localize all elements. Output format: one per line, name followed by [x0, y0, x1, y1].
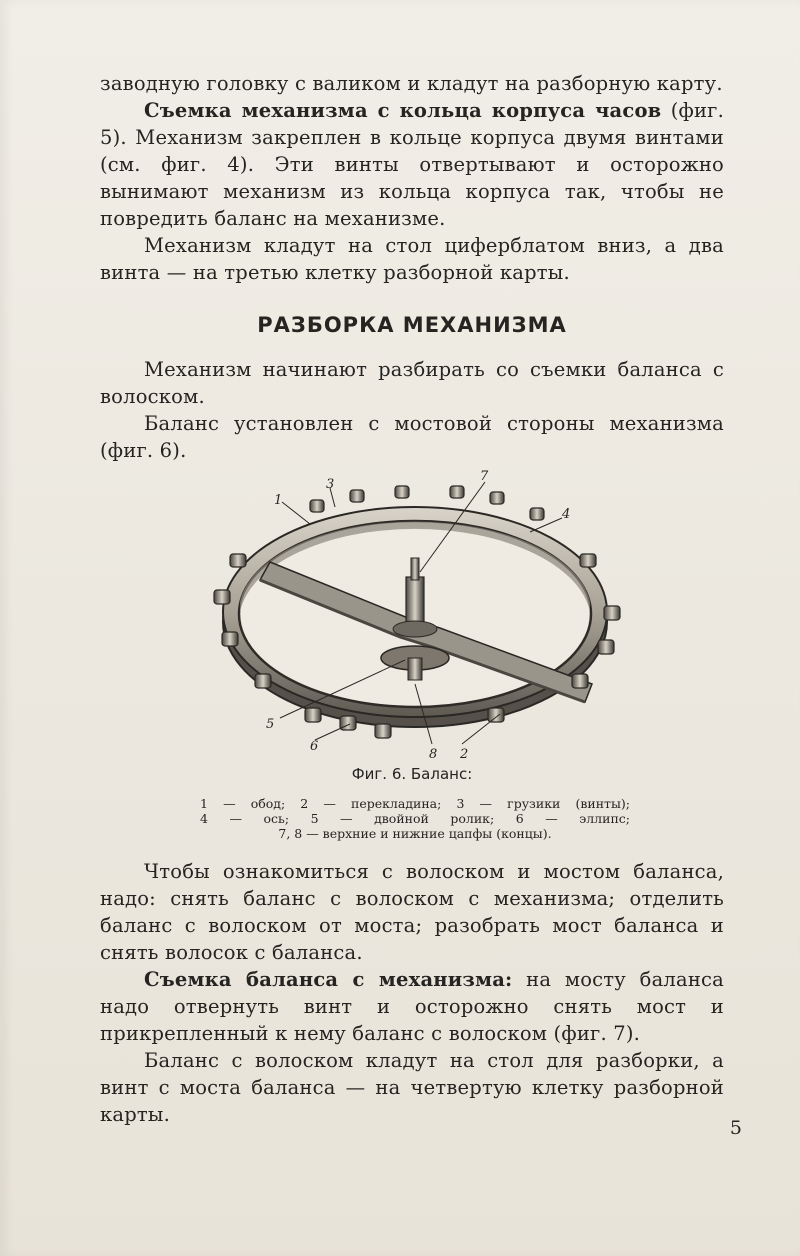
paragraph-continuation: заводную головку с валиком и кладут на разборную карту. [100, 72, 723, 95]
callout-label-4: 4 [562, 507, 571, 522]
paragraph-overview: Чтобы ознакомиться с волоском и мостом баланса, надо: снять баланс с волоском с механизма; отделить баланс с волоском от моста; разобрать мост баланса и снять волосок с баланса. [100, 860, 724, 964]
figure-legend-line: 1 — обод; 2 — перекладина; 3 — грузики (винты); [200, 796, 630, 811]
text-block-middle [100, 356, 724, 464]
paragraph-balance-removal [100, 966, 724, 1047]
callout-label-6: 6 [310, 739, 319, 754]
paragraph-body: (фиг. 5). Механизм закреплен в кольце корпуса двумя винтами (см. фиг. 4). Эти винты отвертывают и осторожно вынимают механизм из кольца корпуса так, чтобы не повредить баланс на механизме. [100, 99, 724, 230]
callout-label-5: 5 [266, 717, 275, 732]
callout-label-1: 1 [274, 493, 283, 508]
callout-label-3: 3 [326, 477, 335, 492]
paragraph-body: на мосту баланса надо отвернуть винт и осторожно снять мост и прикрепленный к нему баланс с волоском (фиг. 7). [100, 968, 724, 1045]
paragraph-case-removal [100, 97, 724, 232]
paragraph-run-in-heading: Съемка баланса с механизма: [144, 968, 513, 991]
page-number: 5 [729, 1117, 742, 1139]
callout-label-7: 7 [480, 469, 489, 484]
callout-label-2: 2 [460, 747, 469, 762]
paragraph-start-disassembly: Механизм начинают разбирать со съемки баланса с волоском. [100, 358, 724, 408]
callout-label-8: 8 [429, 747, 438, 762]
figure-legend-line: 4 — ось; 5 — двойной ролик; 6 — эллипс; [200, 811, 630, 826]
balance-wheel-illustration [200, 462, 630, 762]
text-block-bottom [100, 858, 724, 1128]
text-block-top [100, 70, 724, 286]
paragraph-balance-location: Баланс установлен с мостовой стороны механизма (фиг. 6). [100, 412, 724, 462]
figure-caption: Фиг. 6. Баланс: [351, 765, 473, 783]
paragraph-placement: Механизм кладут на стол циферблатом вниз, а два винта — на третью клетку разборной карты. [100, 234, 724, 284]
paragraph-run-in-heading: Съемка механизма с кольца корпуса часов [144, 99, 662, 122]
section-heading: РАЗБОРКА МЕХАНИЗМА [257, 313, 567, 337]
paragraph-balance-placement: Баланс с волоском кладут на стол для разборки, а винт с моста баланса — на четвертую клетку разборной карты. [100, 1049, 724, 1126]
figure-legend-line: 7, 8 — верхние и нижние цапфы (концы). [278, 826, 552, 841]
